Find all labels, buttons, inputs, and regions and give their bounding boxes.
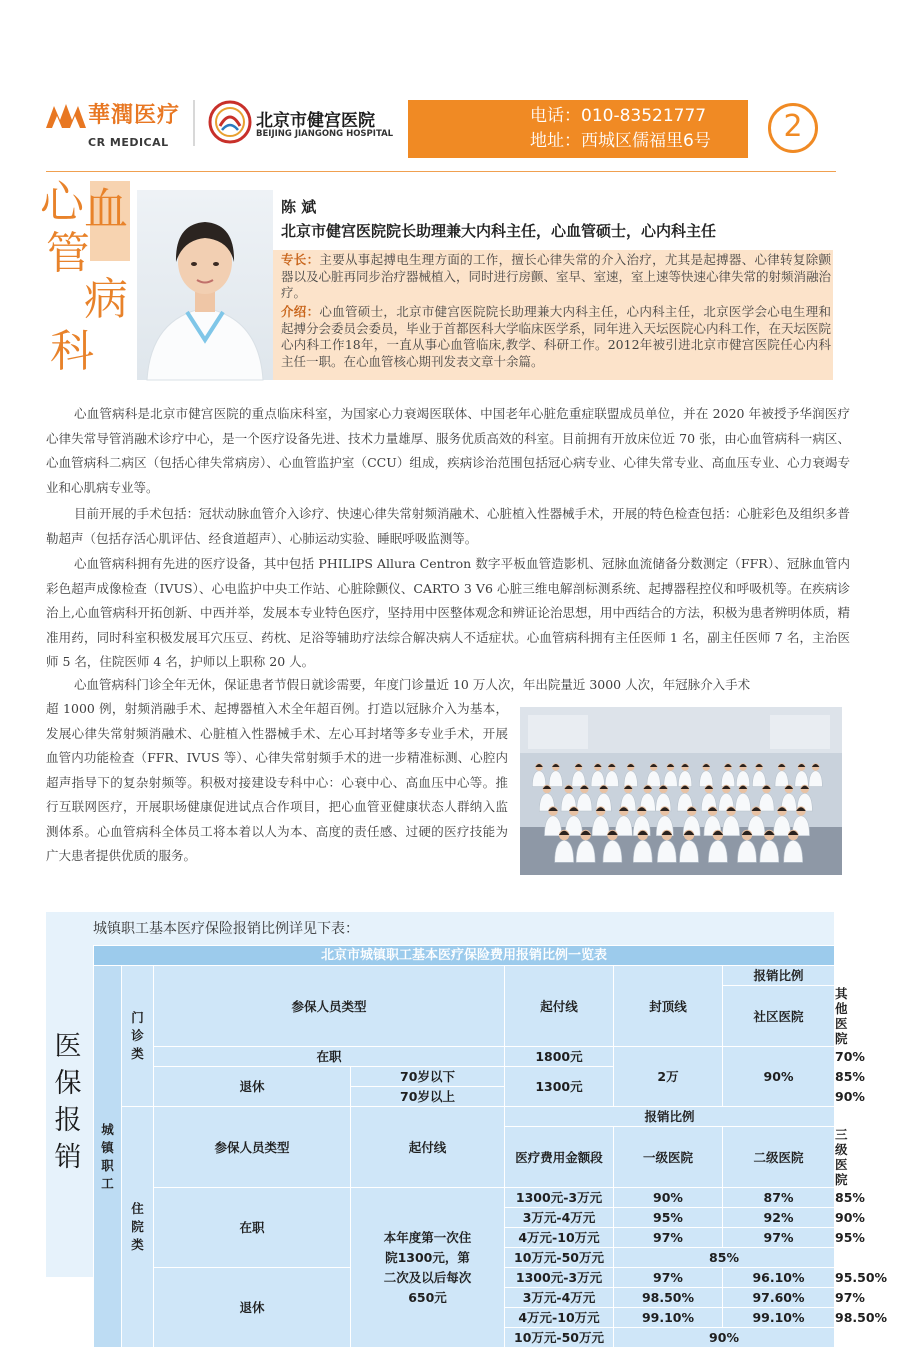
team-group-photo <box>520 707 842 875</box>
op-employed-threshold: 1800元 <box>505 1047 614 1067</box>
ip-l2: 97.60% <box>723 1288 835 1308</box>
contact-box <box>408 100 748 158</box>
body-paragraph-2: 目前开展的手术包括：冠状动脉血管介入诊疗、快速心律失常射频消融术、心脏植入性器械手术，开展的特色检查包括：心脏彩色及组织多普勒超声（包括存活心肌评估、经食道超声）、心肺运动实验、睡眠呼吸监测等。 <box>46 506 850 546</box>
ip-ratio-header: 报销比例 <box>505 1107 835 1127</box>
ip-employed: 在职 <box>154 1188 351 1268</box>
address-text: 地址：西城区儒福里6号 <box>530 131 711 151</box>
ip-l2: 96.10% <box>723 1268 835 1288</box>
op-ratio-header: 报销比例 <box>723 966 835 986</box>
ip-retired: 退休 <box>154 1268 351 1348</box>
department-char: 科 <box>50 326 94 377</box>
ip-range: 10万元-50万元 <box>505 1248 614 1268</box>
op-community-header: 社区医院 <box>723 986 835 1047</box>
side-char: 保 <box>54 1068 82 1099</box>
side-char: 销 <box>54 1142 82 1173</box>
ip-threshold-text: 本年度第一次住院1300元，第二次及以后每次650元 <box>351 1188 505 1348</box>
ip-l2: 97% <box>723 1228 835 1248</box>
ip-l2: 92% <box>723 1208 835 1228</box>
op-threshold-header: 起付线 <box>505 966 614 1047</box>
ip-range: 1300元-3万元 <box>505 1268 614 1288</box>
insurance-side-label <box>46 1028 90 1176</box>
cr-logo-mark-icon <box>46 102 86 128</box>
op-retired-threshold: 1300元 <box>505 1067 614 1107</box>
ip-amount-header: 医疗费用金额段 <box>505 1127 614 1188</box>
doctor-specialty <box>281 252 831 302</box>
department-char: 病 <box>84 274 128 325</box>
body-paragraph-1: 心血管病科是北京市健宫医院的重点临床科室，为国家心力衰竭医联体、中国老年心脏危重症联盟成员单位，并在 2020 年被授予华润医疗心律失常导管消融术诊疗中心，是一个医疗设备先进、技术力量雄厚、服务优质高效的科室。目前拥有开放床位近 70 张，由心血管病科一病区、心血管病科二病区（包括心律失常病房）、心血管监护室（CCU）组成，疾病诊治范围包括冠心病专业、心律失常专业、高血压专业、心力衰竭专业和心肌病专业等。 <box>46 406 850 495</box>
department-char: 心 <box>40 177 84 228</box>
op-community-ratio: 90% <box>723 1047 835 1107</box>
ip-all-ratio: 90% <box>614 1328 835 1348</box>
body-paragraph-3: 心血管病科拥有先进的医疗设备，其中包括 PHILIPS Allura Centron 数字平板血管造影机、冠脉血流储备分数测定（FFR）、冠脉血管内彩色超声成像检查（IVUS）、心电监护中央工作站、心脏除颤仪、CARTO 3 V6 心脏三维电解剖标测系统、起搏器程控仪和呼吸机等。在疾病诊治上,心血管病科开拓创新、中西并举，发展本专业特色医疗，坚持用中医整体观念和辨证论治思想，用中西结合的方法，积极为患者辨明体质，精准用药，同时科室积极发展耳穴压豆、药枕、足浴等辅助疗法综合解决病人不适症状。心血管病科拥有主任医师 1 名，副主任医师 7 名，主治医师 5 名，住院医师 4 名，护师以上职称 20 人。 <box>46 556 850 669</box>
hospital-emblem-icon <box>208 100 252 144</box>
intro-label: 介绍： <box>281 304 320 319</box>
ip-level2-header: 二级医院 <box>723 1127 835 1188</box>
ip-level1-header: 一级医院 <box>614 1127 723 1188</box>
hospital-logo-name: 北京市健宫医院 <box>256 111 375 131</box>
side-char: 报 <box>54 1105 82 1136</box>
department-char: 管 <box>46 228 90 279</box>
ip-range: 3万元-4万元 <box>505 1288 614 1308</box>
ip-range: 10万元-50万元 <box>505 1328 614 1348</box>
side-char: 医 <box>54 1031 82 1062</box>
ip-l2: 99.10% <box>723 1308 835 1328</box>
header-rule <box>46 171 836 172</box>
ip-l1: 97% <box>614 1268 723 1288</box>
page-number: 2 <box>768 103 818 153</box>
insurance-table: 北京市城镇职工基本医疗保险费用报销比例一览表 城镇职工 门诊类 参保人员类型 起付线 封顶线 报销比例 社区医院 其他医院 在职 1800元 2万 90% 70% 退休 70岁以下 1300元 85% 70岁以上 90% 住院类 参保人员类型 起付线 报销比例 医疗费用金额段 一级医院 二级医院 三级医院 在职 本年度第一次住院1300元，第二次及以后每次650元 1300元-3万元 90% 87% 85% 3万元-4万元 95% 92% 90% 4万元-10万元 97% 97% 95% 10万元-50万元 85% 退休 1300元-3万元 97% 96.10% 95.50% 3万元-4万元 98.50% 97.60% 97% 4万元-10万元 99.10% 99.10% 98.50% 10万元-50万元 90% <box>93 945 835 1348</box>
op-cap-header: 封顶线 <box>614 966 723 1047</box>
ip-l2: 87% <box>723 1188 835 1208</box>
cr-logo-en: CR MEDICAL <box>88 136 169 149</box>
doctor-title: 北京市健宫医院院长助理兼大内科主任，心血管硕士，心内科主任 <box>281 222 717 240</box>
ip-range: 4万元-10万元 <box>505 1308 614 1328</box>
ip-threshold-header: 起付线 <box>351 1107 505 1188</box>
team-photo-icon <box>520 707 842 875</box>
cr-medical-logo <box>46 96 186 156</box>
ip-l1: 98.50% <box>614 1288 723 1308</box>
insurance-intro: 城镇职工基本医疗保险报销比例详见下表： <box>93 921 359 937</box>
ip-all-ratio: 85% <box>614 1248 835 1268</box>
inpatient-label: 住院类 <box>122 1107 154 1348</box>
intro-text: 心血管硕士，北京市健宫医院院长助理兼大内科主任，心内科主任，北京医学会心电生理和起搏分会委员会委员，毕业于首都医科大学临床医学系，同年进入天坛医院心内科工作，在天坛医院心内科工作18年，一直从事心血管临床,教学、科研工作。2012年被引进北京市健宫医院任心内科主任一职。在心血管核心期刊发表文章十余篇。 <box>281 304 832 369</box>
table-caption: 北京市城镇职工基本医疗保险费用报销比例一览表 <box>94 946 835 966</box>
op-employed: 在职 <box>154 1047 505 1067</box>
specialty-label: 专长： <box>281 252 320 267</box>
ip-l1: 90% <box>614 1188 723 1208</box>
op-over70: 70岁以上 <box>351 1087 505 1107</box>
department-char: 血 <box>84 184 128 235</box>
header-separator <box>193 100 195 146</box>
body-paragraph-4-line1: 心血管病科门诊全年无休，保证患者节假日就诊需要，年度门诊量近 10 万人次，年出院量近 3000 人次，年冠脉介入手术 <box>74 677 751 692</box>
op-retired: 退休 <box>154 1067 351 1107</box>
hospital-logo-en: BEIJING JIANGONG HOSPITAL <box>256 129 394 139</box>
doctor-photo <box>137 190 273 380</box>
doctor-intro <box>281 304 831 370</box>
ip-l1: 97% <box>614 1228 723 1248</box>
ip-type-header: 参保人员类型 <box>154 1107 351 1188</box>
cr-logo-name: 華潤医疗 <box>88 103 181 128</box>
op-cap: 2万 <box>614 1047 723 1107</box>
op-under70: 70岁以下 <box>351 1067 505 1087</box>
outpatient-label: 门诊类 <box>122 966 154 1107</box>
doctor-portrait-icon <box>137 190 273 380</box>
ip-range: 1300元-3万元 <box>505 1188 614 1208</box>
group-label: 城镇职工 <box>94 966 122 1348</box>
doctor-name: 陈 斌 <box>281 198 317 216</box>
specialty-text: 主要从事起搏电生理方面的工作，擅长心律失常的介入治疗，尤其是起搏器、心律转复除颤器以及心脏再同步治疗器械植入，同时进行房颤、室早、室速，室上速等快速心律失常的射频消融治疗。 <box>281 252 832 300</box>
op-type-header: 参保人员类型 <box>154 966 505 1047</box>
body-paragraph-4: 超 1000 例，射频消融手术、起搏器植入术全年超百例。打造以冠脉介入为基本，发展心律失常射频消融术、心脏植入性器械手术、左心耳封堵等多专业手术，开展血管内功能检查（FFR、IVUS 等）、心律失常射频手术的进一步精准标测、心腔内超声指导下的复杂射频等。积极对接建设专科中心：心衰中心、高血压中心等。推行互联网医疗，开展职场健康促进试点合作项目，把心血管亚健康状态人群纳入监测体系。心血管病科全体员工将本着以人为本、高度的责任感、过硬的医疗技能为广大患者提供优质的服务。 <box>46 701 508 863</box>
ip-l1: 99.10% <box>614 1308 723 1328</box>
ip-l1: 95% <box>614 1208 723 1228</box>
ip-range: 4万元-10万元 <box>505 1228 614 1248</box>
phone-text: 电话：010-83521777 <box>530 106 707 126</box>
ip-range: 3万元-4万元 <box>505 1208 614 1228</box>
hospital-logo <box>208 98 408 148</box>
